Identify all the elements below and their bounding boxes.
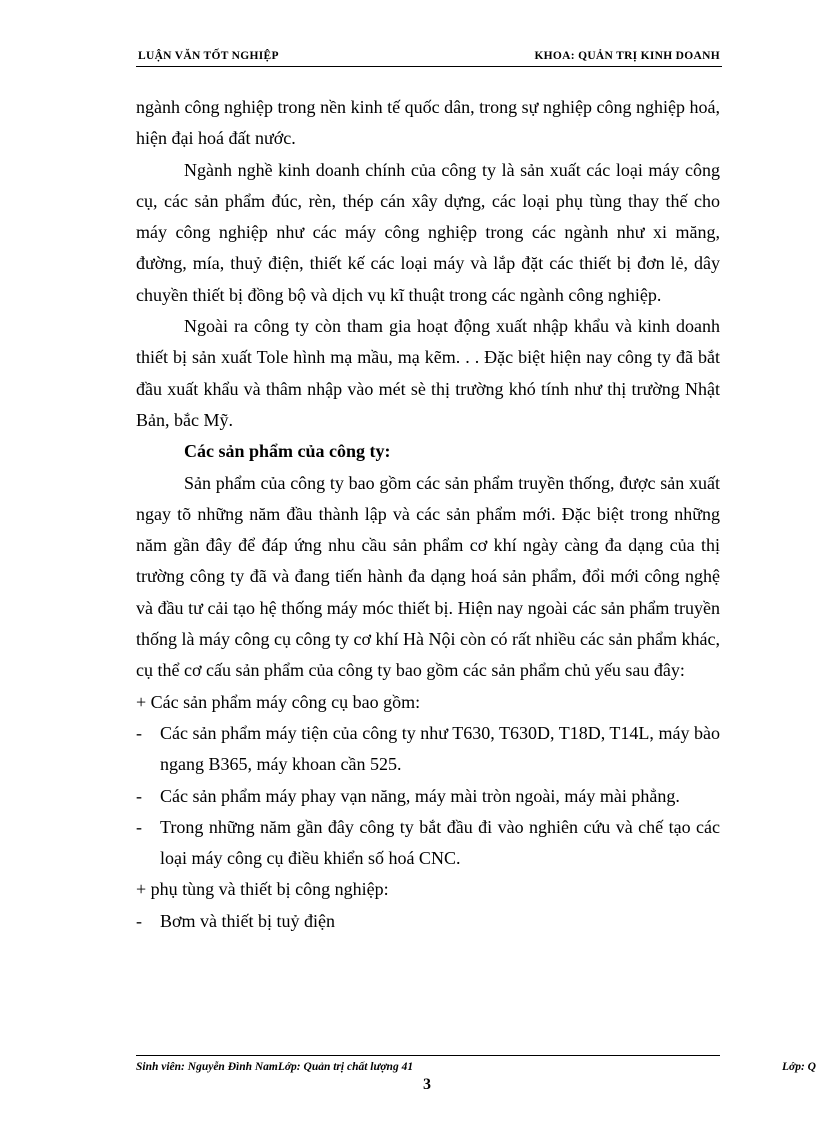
group-machine-tools-title: + Các sản phẩm máy công cụ bao gồm:: [136, 691, 421, 712]
footer-class: Lớp: Q: [782, 1061, 816, 1073]
header-thesis-title: LUẬN VĂN TỐT NGHIỆP: [138, 50, 279, 62]
bullet-marker: -: [136, 722, 142, 743]
page-number: 3: [423, 1076, 431, 1093]
section-heading: Các sản phẩm của công ty:: [184, 441, 391, 462]
list-item: [136, 781, 720, 812]
paragraph-import-export: Ngoài ra công ty còn tham gia hoạt động xuất nhập khẩu và kinh doanh thiết bị sản xuất Tole hình mạ mầu, mạ kẽm. . . Đặc biệt hiện nay công ty đã bắt đầu xuất khẩu và thâm nhập vào mét sè thị trường khó tính như thị trường Nhật Bản, bắc Mỹ.: [136, 316, 720, 430]
list-item-text: Các sản phẩm máy tiện của công ty như T630, T630D, T18D, T14L, máy bào ngang B365, máy khoan cần 525.: [160, 722, 720, 775]
paragraph-products: Sản phẩm của công ty bao gồm các sản phẩm truyền thống, được sản xuất ngay tõ những năm đầu thành lập và các sản phẩm mới. Đặc biệt trong những năm gần đây để đáp ứng nhu cầu sản phẩm cơ khí ngày càng đa dạng của thị trường công ty đã và đang tiến hành đa dạng hoá sản phẩm, đổi mới công nghệ và đầu tư cải tạo hệ thống máy móc thiết bị. Hiện nay ngoài các sản phẩm truyền thống là máy công cụ công ty cơ khí Hà Nội còn có rất nhiều các sản phẩm khác, cụ thể cơ cấu sản phẩm của công ty bao gồm các sản phẩm chủ yếu sau đây:: [136, 472, 720, 681]
list-item: [136, 718, 720, 781]
page-body: [136, 92, 720, 937]
list-item-text: Các sản phẩm máy phay vạn năng, máy mài tròn ngoài, máy mài phẳng.: [160, 785, 680, 806]
page-header: [136, 46, 722, 67]
list-item: [136, 906, 720, 937]
group-spare-parts-title: + phụ tùng và thiết bị công nghiệp:: [136, 879, 389, 900]
paragraph-continuation: ngành công nghiệp trong nền kinh tế quốc dân, trong sự nghiệp công nghiệp hoá, hiện đại hoá đất nước.: [136, 97, 720, 149]
list-item-text: Trong những năm gần đây công ty bắt đầu đi vào nghiên cứu và chế tạo các loại máy công cụ điều khiển số hoá CNC.: [160, 816, 720, 869]
header-faculty: KHOA: QUẢN TRỊ KINH DOANH: [534, 50, 720, 62]
bullet-marker: -: [136, 785, 142, 806]
list-item: [136, 812, 720, 875]
list-item-text: Bơm và thiết bị tuỷ điện: [160, 910, 335, 931]
footer-student: Sinh viên: Nguyễn Đình NamLớp: Quản trị chất lượng 41: [136, 1061, 414, 1073]
footer-divider: [136, 1055, 720, 1056]
bullet-marker: -: [136, 816, 142, 837]
paragraph-business-lines: Ngành nghề kinh doanh chính của công ty là sản xuất các loại máy công cụ, các sản phẩm đúc, rèn, thép cán xây dựng, các loại phụ tùng thay thế cho máy công nghiệp như các máy công nghiệp trong các ngành như xi măng, đường, mía, thuỷ điện, thiết kế các loại máy và lắp đặt các thiết bị đơn lẻ, dây chuyền thiết bị đồng bộ và dịch vụ kĩ thuật trong các ngành công nghiệp.: [136, 159, 720, 305]
bullet-marker: -: [136, 910, 142, 931]
